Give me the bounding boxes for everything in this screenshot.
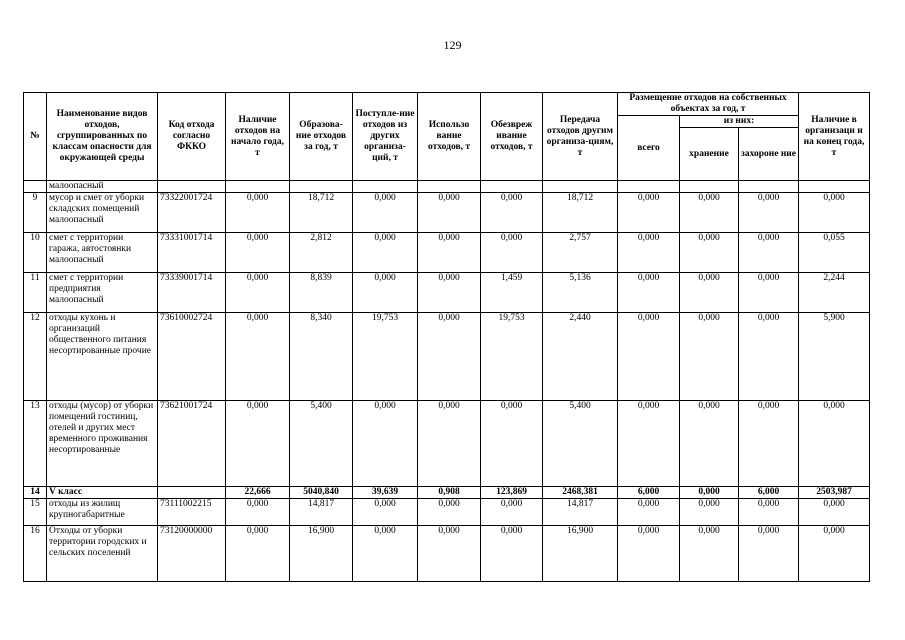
cell-neutralized: 0,000 <box>481 526 543 582</box>
cell-neutralized: 19,753 <box>481 313 543 401</box>
cell-name: смет с территории предприятия малоопасный <box>47 273 158 313</box>
cell-formed: 16,900 <box>290 526 353 582</box>
cell-start: 0,000 <box>226 499 290 526</box>
cell-received: 0,000 <box>353 401 418 487</box>
cell-start: 0,000 <box>226 193 290 233</box>
cell-num: 15 <box>24 499 47 526</box>
cell-formed: 5,400 <box>290 401 353 487</box>
header-of-which: из них: <box>680 116 799 128</box>
cell-num: 10 <box>24 233 47 273</box>
cell-name: мусор и смет от уборки складских помещений малоопасный <box>47 193 158 233</box>
header-code: Код отхода согласно ФККО <box>158 93 226 181</box>
cell-name: отходы (мусор) от уборки помещений гостиниц, отелей и других мест временного проживания несортированные <box>47 401 158 487</box>
cell-burial: 0,000 <box>739 526 799 582</box>
cell-total: 0,000 <box>618 526 680 582</box>
cell-name: отходы из жилищ крупногабаритные <box>47 499 158 526</box>
header-name: Наименование видов отходов, сгруппированных по классам опасности для окружающей среды <box>47 93 158 181</box>
cell-burial: 0,000 <box>739 193 799 233</box>
cell-name: Отходы от уборки территории городских и сельских поселений <box>47 526 158 582</box>
cell-transferred: 14,817 <box>543 499 618 526</box>
header-burial: захороне ние <box>739 128 799 181</box>
cell-used: 0,000 <box>418 233 481 273</box>
table-row <box>24 193 870 233</box>
cell-neutralized: 123,869 <box>481 487 543 499</box>
cell-used <box>418 181 481 193</box>
cell-neutralized: 1,459 <box>481 273 543 313</box>
cell-name: смет с территории гаража, автостоянки малоопасный <box>47 233 158 273</box>
cell-end: 0,000 <box>799 499 870 526</box>
cell-total: 0,000 <box>618 193 680 233</box>
cell-total: 0,000 <box>618 313 680 401</box>
table-body <box>24 181 870 582</box>
cell-used: 0,000 <box>418 273 481 313</box>
cell-total <box>618 181 680 193</box>
cell-storage <box>680 181 739 193</box>
cell-burial: 0,000 <box>739 401 799 487</box>
cell-burial: 6,000 <box>739 487 799 499</box>
cell-transferred: 18,712 <box>543 193 618 233</box>
cell-transferred: 2,757 <box>543 233 618 273</box>
cell-used: 0,000 <box>418 193 481 233</box>
cell-total: 0,000 <box>618 401 680 487</box>
cell-end <box>799 181 870 193</box>
cell-received: 0,000 <box>353 233 418 273</box>
cell-name: малоопасный <box>47 181 158 193</box>
cell-burial: 0,000 <box>739 313 799 401</box>
cell-received <box>353 181 418 193</box>
cell-burial: 0,000 <box>739 233 799 273</box>
header-used: Использо вание отходов, т <box>418 93 481 181</box>
cell-num: 12 <box>24 313 47 401</box>
cell-start: 22,666 <box>226 487 290 499</box>
cell-name: отходы кухонь и организаций общественного питания несортированные прочие <box>47 313 158 401</box>
cell-code: 73610002724 <box>158 313 226 401</box>
cell-storage: 0,000 <box>680 273 739 313</box>
cell-transferred: 2,440 <box>543 313 618 401</box>
cell-code: 73120000000 <box>158 526 226 582</box>
cell-end: 0,000 <box>799 193 870 233</box>
cell-num: 9 <box>24 193 47 233</box>
cell-end: 2503,987 <box>799 487 870 499</box>
table-row <box>24 273 870 313</box>
header-end: Наличие в организаци и на конец года, т <box>799 93 870 181</box>
cell-used: 0,908 <box>418 487 481 499</box>
cell-formed: 2,812 <box>290 233 353 273</box>
header-num: № <box>24 93 47 181</box>
cell-formed <box>290 181 353 193</box>
cell-formed: 18,712 <box>290 193 353 233</box>
cell-received: 0,000 <box>353 193 418 233</box>
cell-used: 0,000 <box>418 401 481 487</box>
cell-start: 0,000 <box>226 526 290 582</box>
cell-storage: 0,000 <box>680 499 739 526</box>
cell-storage: 0,000 <box>680 526 739 582</box>
header-neutralized: Обезвреж ивание отходов, т <box>481 93 543 181</box>
cell-storage: 0,000 <box>680 233 739 273</box>
cell-num: 13 <box>24 401 47 487</box>
cell-total: 0,000 <box>618 233 680 273</box>
table-header <box>24 93 870 181</box>
cell-code <box>158 487 226 499</box>
table-row <box>24 233 870 273</box>
header-start: Наличие отходов на начало года, т <box>226 93 290 181</box>
cell-code: 73331001714 <box>158 233 226 273</box>
cell-used: 0,000 <box>418 499 481 526</box>
cell-end: 5,900 <box>799 313 870 401</box>
cell-end: 2,244 <box>799 273 870 313</box>
cell-end: 0,055 <box>799 233 870 273</box>
header-storage: хранение <box>680 128 739 181</box>
cell-formed: 8,340 <box>290 313 353 401</box>
header-received: Поступле-ние отходов из других организа-ций, т <box>353 93 418 181</box>
header-total: всего <box>618 116 680 181</box>
cell-neutralized: 0,000 <box>481 401 543 487</box>
cell-storage: 0,000 <box>680 313 739 401</box>
cell-formed: 8,839 <box>290 273 353 313</box>
page-number: 129 <box>443 38 462 52</box>
cell-burial: 0,000 <box>739 273 799 313</box>
cell-code <box>158 181 226 193</box>
cell-start: 0,000 <box>226 313 290 401</box>
cell-code: 73322001724 <box>158 193 226 233</box>
cell-num: 16 <box>24 526 47 582</box>
cell-total: 0,000 <box>618 273 680 313</box>
cell-end: 0,000 <box>799 401 870 487</box>
cell-code: 73339001714 <box>158 273 226 313</box>
cell-transferred <box>543 181 618 193</box>
cell-neutralized: 0,000 <box>481 193 543 233</box>
cell-storage: 0,000 <box>680 401 739 487</box>
cell-start: 0,000 <box>226 401 290 487</box>
cell-formed: 14,817 <box>290 499 353 526</box>
cell-name: V класс <box>47 487 158 499</box>
cell-code: 73111002215 <box>158 499 226 526</box>
cell-start <box>226 181 290 193</box>
table-row <box>24 401 870 487</box>
cell-neutralized <box>481 181 543 193</box>
waste-table <box>23 92 870 582</box>
cell-used: 0,000 <box>418 313 481 401</box>
cell-neutralized: 0,000 <box>481 499 543 526</box>
cell-transferred: 5,400 <box>543 401 618 487</box>
class-summary-row <box>24 487 870 499</box>
cell-num: 11 <box>24 273 47 313</box>
cell-neutralized: 0,000 <box>481 233 543 273</box>
cell-storage: 0,000 <box>680 487 739 499</box>
header-placement: Размещение отходов на собственных объектах за год, т <box>618 93 799 116</box>
cell-end: 0,000 <box>799 526 870 582</box>
table-row <box>24 181 870 193</box>
table-row <box>24 499 870 526</box>
cell-code: 73621001724 <box>158 401 226 487</box>
cell-start: 0,000 <box>226 273 290 313</box>
cell-received: 0,000 <box>353 499 418 526</box>
table-row <box>24 526 870 582</box>
cell-start: 0,000 <box>226 233 290 273</box>
cell-used: 0,000 <box>418 526 481 582</box>
cell-transferred: 2468,381 <box>543 487 618 499</box>
cell-burial <box>739 181 799 193</box>
cell-transferred: 5,136 <box>543 273 618 313</box>
cell-num: 14 <box>24 487 47 499</box>
cell-total: 6,000 <box>618 487 680 499</box>
cell-received: 0,000 <box>353 273 418 313</box>
cell-formed: 5040,840 <box>290 487 353 499</box>
cell-transferred: 16,900 <box>543 526 618 582</box>
cell-num <box>24 181 47 193</box>
cell-total: 0,000 <box>618 499 680 526</box>
header-transferred: Передача отходов другим организа-циям, т <box>543 93 618 181</box>
table-row <box>24 313 870 401</box>
cell-received: 19,753 <box>353 313 418 401</box>
cell-received: 0,000 <box>353 526 418 582</box>
cell-burial: 0,000 <box>739 499 799 526</box>
header-formed: Образова-ние отходов за год, т <box>290 93 353 181</box>
cell-storage: 0,000 <box>680 193 739 233</box>
cell-received: 39,639 <box>353 487 418 499</box>
